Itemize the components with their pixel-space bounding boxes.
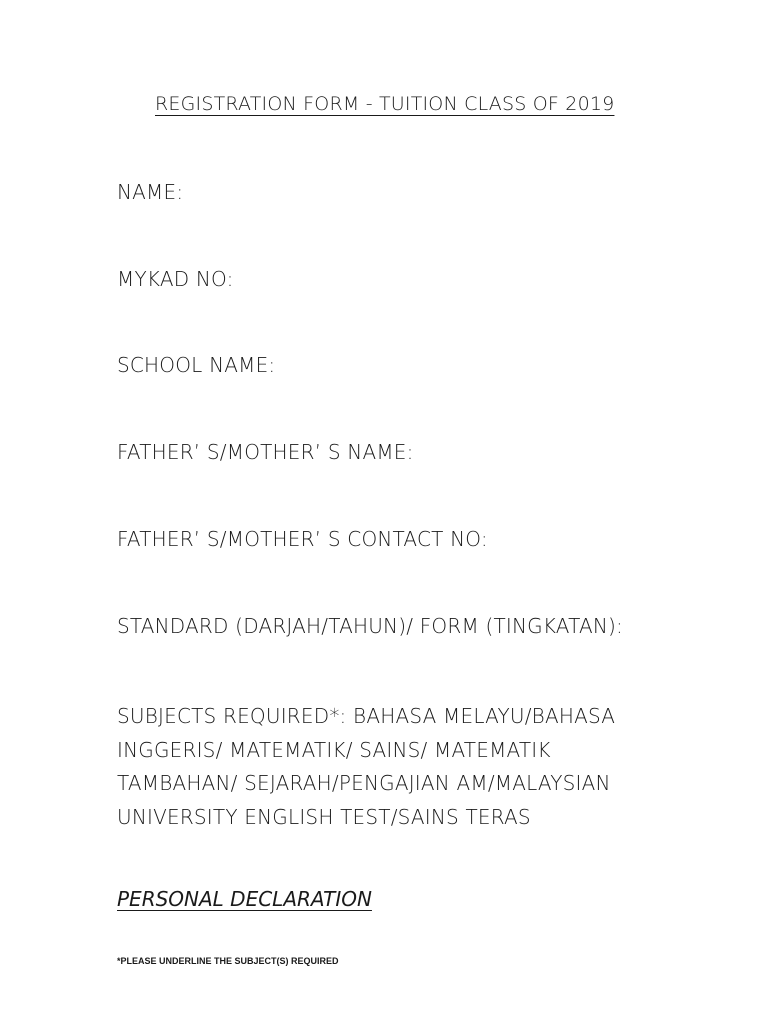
footnote: *PLEASE UNDERLINE THE SUBJECT(S) REQUIRED (117, 956, 339, 966)
subjects-required (117, 700, 637, 834)
parent-name-label: FATHER’ S/MOTHER’ S NAME: (117, 440, 414, 464)
parent-contact-label: FATHER’ S/MOTHER’ S CONTACT NO: (117, 527, 488, 551)
school-name-label: SCHOOL NAME: (117, 353, 276, 377)
mykad-label: MYKAD NO: (117, 267, 234, 291)
subjects-line: SUBJECTS REQUIRED*: BAHASA MELAYU/BAHASA (117, 704, 616, 728)
personal-declaration-heading: PERSONAL DECLARATION (117, 887, 372, 911)
standard-form-label: STANDARD (DARJAH/TAHUN)/ FORM (TINGKATAN): (117, 614, 623, 638)
name-label: NAME: (117, 180, 184, 204)
form-title: REGISTRATION FORM - TUITION CLASS OF 2019 (155, 93, 615, 115)
subjects-line: UNIVERSITY ENGLISH TEST/SAINS TERAS (117, 804, 531, 829)
subjects-line: TAMBAHAN/ SEJARAH/PENGAJIAN AM/MALAYSIAN (117, 771, 611, 795)
subjects-line: INGGERIS/ MATEMATIK/ SAINS/ MATEMATIK (117, 737, 551, 762)
